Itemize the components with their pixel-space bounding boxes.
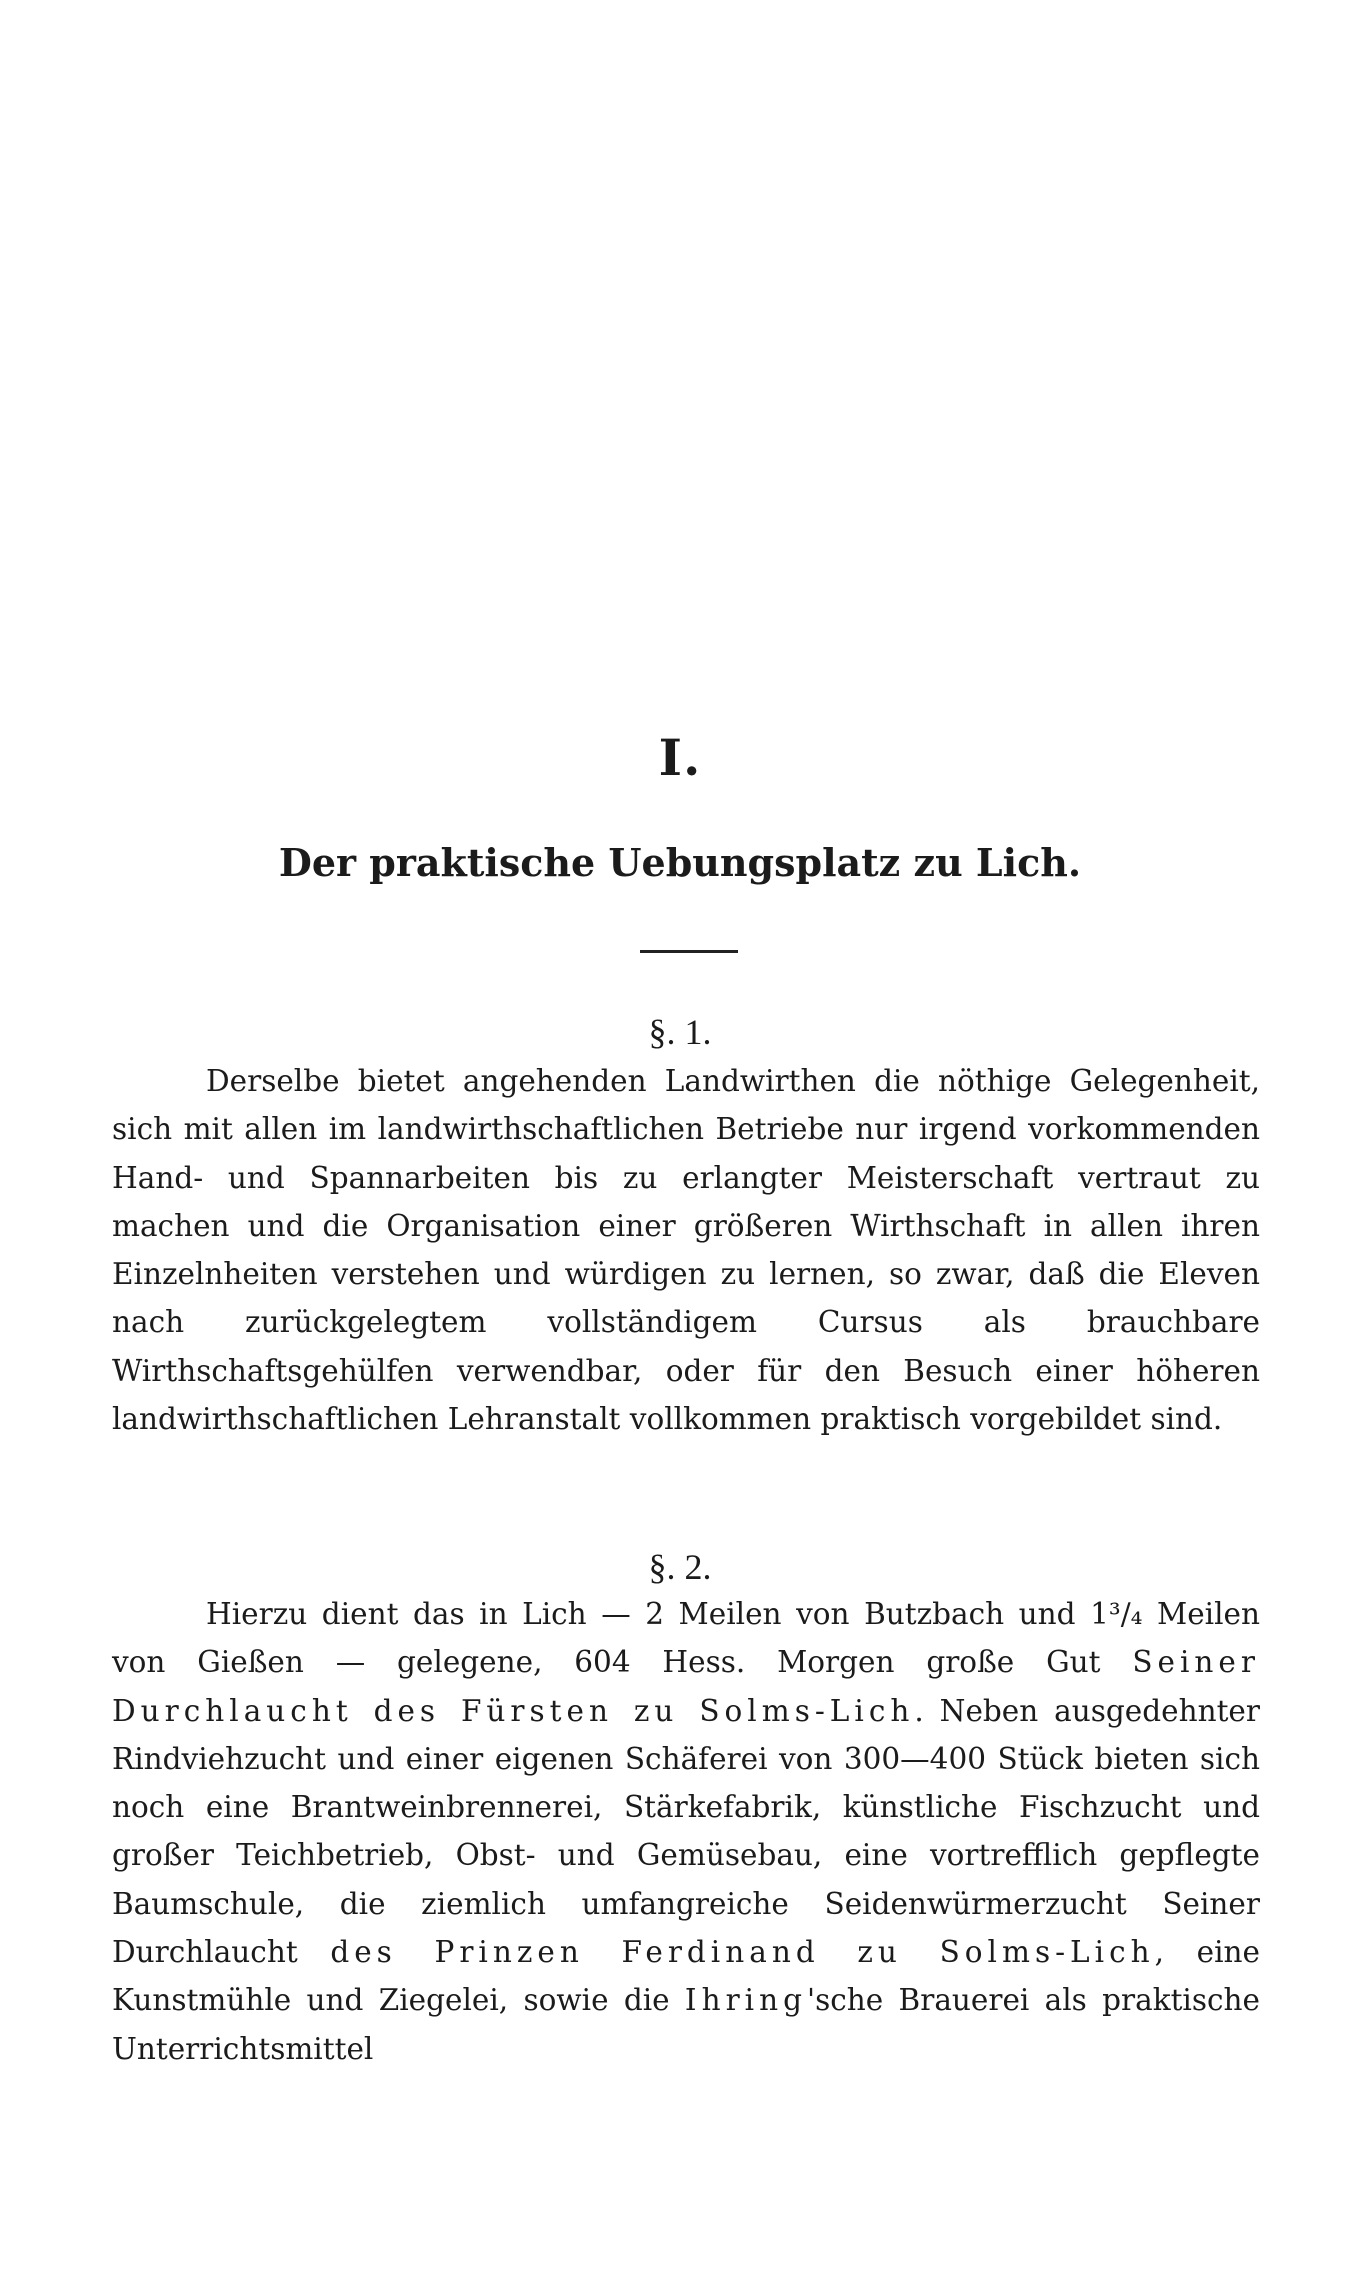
- chapter-number: I.: [658, 728, 702, 787]
- section-mark-2: §. 2.: [648, 1547, 712, 1587]
- section-2-text-part: Hierzu dient das in Lich — 2 Meilen von Butzbach und 1³/₄ Meilen von Gießen — gelegene, 604 Hess. Morgen große Gut: [112, 1597, 1260, 1680]
- section-1-paragraph: Derselbe bietet angehenden Landwirthen die nöthige Gelegenheit, sich mit allen im landwirthschaftlichen Betriebe nur irgend vorkommenden Hand- und Spannarbeiten bis zu erlangter Meisterschaft vertraut zu machen und die Organisation einer größeren Wirthschaft in allen ihren Einzelnheiten verstehen und würdigen zu lernen, so zwar, daß die Eleven nach zurückgelegtem vollständigem Cursus als brauchbare Wirthschaftsgehülfen verwendbar, oder für den Besuch einer höheren landwirthschaftlichen Lehranstalt vollkommen praktisch vorgebildet sind.: [112, 1064, 1260, 1437]
- section-2-text-part: 'sche Brauerei als praktische Unterrichtsmittel: [112, 1983, 1260, 2066]
- section-2-spaced-name: des Prinzen Ferdinand zu Solms-Lich: [330, 1935, 1155, 1970]
- section-2-text-part: , eine Kunstmühle und Ziegelei, sowie die: [112, 1935, 1260, 2018]
- chapter-title: Der praktische Uebungsplatz zu Lich.: [278, 840, 1082, 885]
- title-divider: [640, 950, 738, 953]
- section-2-spaced-name: Ihring: [684, 1983, 807, 2018]
- section-2-spaced-name: Seiner Durchlaucht des Fürsten zu Solms-Lich: [112, 1645, 1260, 1728]
- section-2-text-part: . Neben ausgedehnter Rindviehzucht und einer eigenen Schäferei von 300—400 Stück bieten sich noch eine Brantweinbrennerei, Stärkefabrik, künstliche Fischzucht und großer Teichbetrieb, Obst- und Gemüsebau, eine vortrefflich gepflegte Baumschule, die ziemlich umfangreiche Seidenwürmerzucht Seiner Durchlaucht: [112, 1693, 1260, 1970]
- section-2-paragraph: [112, 1590, 1260, 2073]
- section-mark-1: §. 1.: [648, 1012, 712, 1052]
